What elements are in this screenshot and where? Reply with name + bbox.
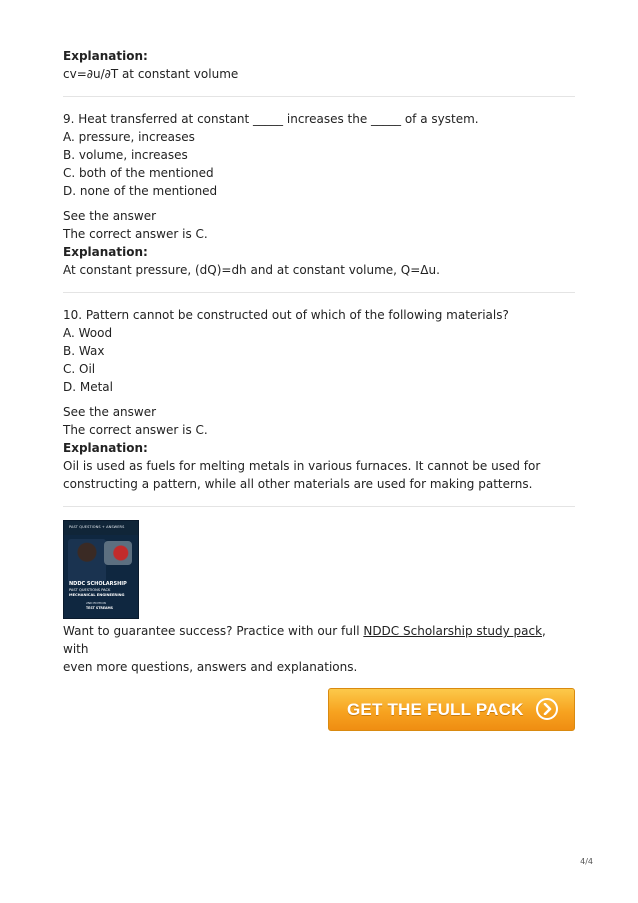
question-10-option-c: C. Oil	[63, 362, 96, 376]
promo-text	[63, 622, 575, 658]
cover-subtitle: PAST QUESTIONS PACK	[69, 588, 111, 592]
cover-title: NDDC SCHOLARSHIP	[69, 581, 127, 587]
promo-text-after: , with	[63, 624, 546, 656]
question-10-option-b: B. Wax	[63, 344, 105, 358]
question-9-explanation-label: Explanation:	[63, 245, 148, 259]
question-10-correct-answer: The correct answer is C.	[63, 423, 208, 437]
question-10-explanation-label: Explanation:	[63, 441, 148, 455]
question-9-option-c: C. both of the mentioned	[63, 166, 214, 180]
question-9-option-a: A. pressure, increases	[63, 130, 195, 144]
question-10	[63, 306, 575, 493]
promo-text-line-2: even more questions, answers and explanations.	[63, 660, 358, 674]
question-9	[63, 110, 575, 279]
cover-photo-person	[68, 539, 106, 583]
prev-explanation-label: Explanation:	[63, 49, 148, 63]
cover-top-strip	[64, 521, 138, 535]
question-10-title: 10. Pattern cannot be constructed out of which of the following materials?	[63, 308, 509, 322]
chevron-right-icon	[536, 698, 558, 720]
question-9-see-answer[interactable]: See the answer	[63, 209, 157, 223]
cover-top-line: PAST QUESTIONS + ANSWERS	[69, 525, 125, 529]
cta-container	[63, 688, 575, 732]
question-10-option-d: D. Metal	[63, 380, 113, 394]
page-content	[63, 47, 575, 732]
prev-explanation-text: cv=∂u/∂T at constant volume	[63, 67, 239, 81]
cover-brand: TEST STREAMS	[86, 606, 113, 610]
promo-text-before: Want to guarantee success? Practice with our full	[63, 624, 364, 638]
question-10-see-answer[interactable]: See the answer	[63, 405, 157, 419]
question-9-option-b: B. volume, increases	[63, 148, 188, 162]
question-9-explanation: At constant pressure, (dQ)=dh and at constant volume, Q=Δu.	[63, 263, 440, 277]
cover-edition: 2ND EDITION	[86, 601, 106, 605]
get-full-pack-button-label: GET THE FULL PACK	[347, 699, 524, 719]
get-full-pack-button[interactable]	[328, 688, 575, 731]
question-10-option-a: A. Wood	[63, 326, 113, 340]
question-9-title: 9. Heat transferred at constant _____ increases the _____ of a system.	[63, 112, 479, 126]
study-pack-cover-image[interactable]	[63, 520, 139, 619]
study-pack-link[interactable]: NDDC Scholarship study pack	[363, 624, 543, 638]
question-9-correct-answer: The correct answer is C.	[63, 227, 208, 241]
page-number: 4/4	[580, 857, 593, 866]
cover-photo-machine	[104, 541, 132, 565]
question-10-explanation-line-1: Oil is used as fuels for melting metals in various furnaces. It cannot be used for	[63, 459, 541, 473]
question-10-explanation-line-2: constructing a pattern, while all other materials are used for making patterns.	[63, 477, 533, 491]
question-9-option-d: D. none of the mentioned	[63, 184, 218, 198]
cover-field: MECHANICAL ENGINEERING	[69, 593, 125, 597]
